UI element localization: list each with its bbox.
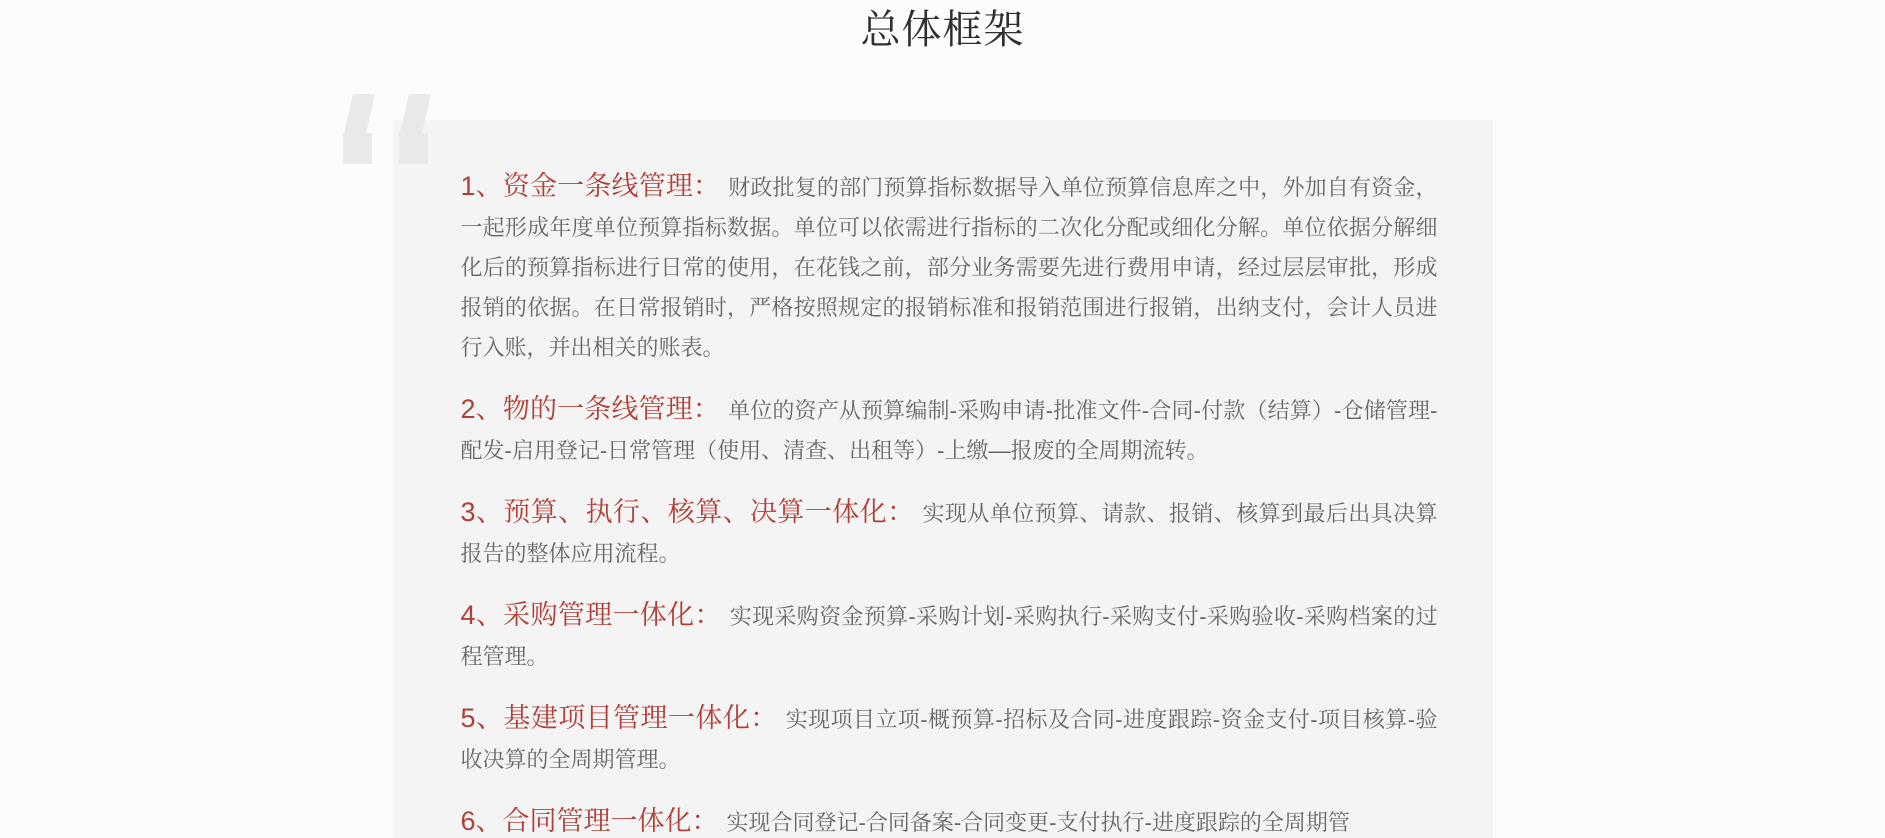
framework-item-4	[461, 595, 1438, 677]
item-body: 实现合同登记-合同备案-合同变更-支付执行-进度跟踪的全周期管	[726, 810, 1350, 835]
framework-item-6	[461, 801, 1438, 838]
item-body: 实现采购资金预算-采购计划-采购执行-采购支付-采购验收-采购档案的过程管理。	[460, 604, 1438, 669]
quote-mark-left	[343, 94, 375, 164]
framework-item-2	[461, 389, 1438, 471]
item-body: 实现从单位预算、请款、报销、核算到最后出具决算报告的整体应用流程。	[460, 501, 1438, 566]
item-heading: 1、资金一条线管理：	[460, 171, 721, 201]
framework-item-3	[461, 492, 1438, 574]
page-title: 总体框架	[860, 8, 1025, 52]
framework-item-5	[461, 698, 1438, 780]
quote-mark-right	[399, 94, 431, 164]
item-heading: 6、合同管理一体化：	[460, 806, 719, 836]
item-body: 单位的资产从预算编制-采购申请-批准文件-合同-付款（结算）-仓储管理-配发-启用登记-日常管理（使用、清查、出租等）-上缴—报废的全周期流转。	[460, 398, 1438, 463]
framework-item-1	[461, 166, 1438, 368]
framework-quote-panel	[393, 120, 1493, 838]
item-heading: 5、基建项目管理一体化：	[460, 703, 778, 733]
item-body: 实现项目立项-概预算-招标及合同-进度跟踪-资金支付-项目核算-验收决算的全周期管理。	[460, 707, 1438, 772]
item-heading: 2、物的一条线管理：	[460, 394, 721, 424]
item-body: 财政批复的部门预算指标数据导入单位预算信息库之中，外加自有资金，一起形成年度单位预算指标数据。单位可以依需进行指标的二次化分配或细化分解。单位依据分解细化后的预算指标进行日常的使用，在花钱之前，部分业务需要先进行费用申请，经过层层审批，形成报销的依据。在日常报销时，严格按照规定的报销标准和报销范围进行报销，出纳支付，会计人员进行入账，并出相关的账表。	[460, 175, 1438, 360]
item-heading: 4、采购管理一体化：	[460, 600, 722, 630]
open-quote-icon	[343, 94, 431, 164]
item-heading: 3、预算、执行、核算、决算一体化：	[460, 497, 915, 527]
